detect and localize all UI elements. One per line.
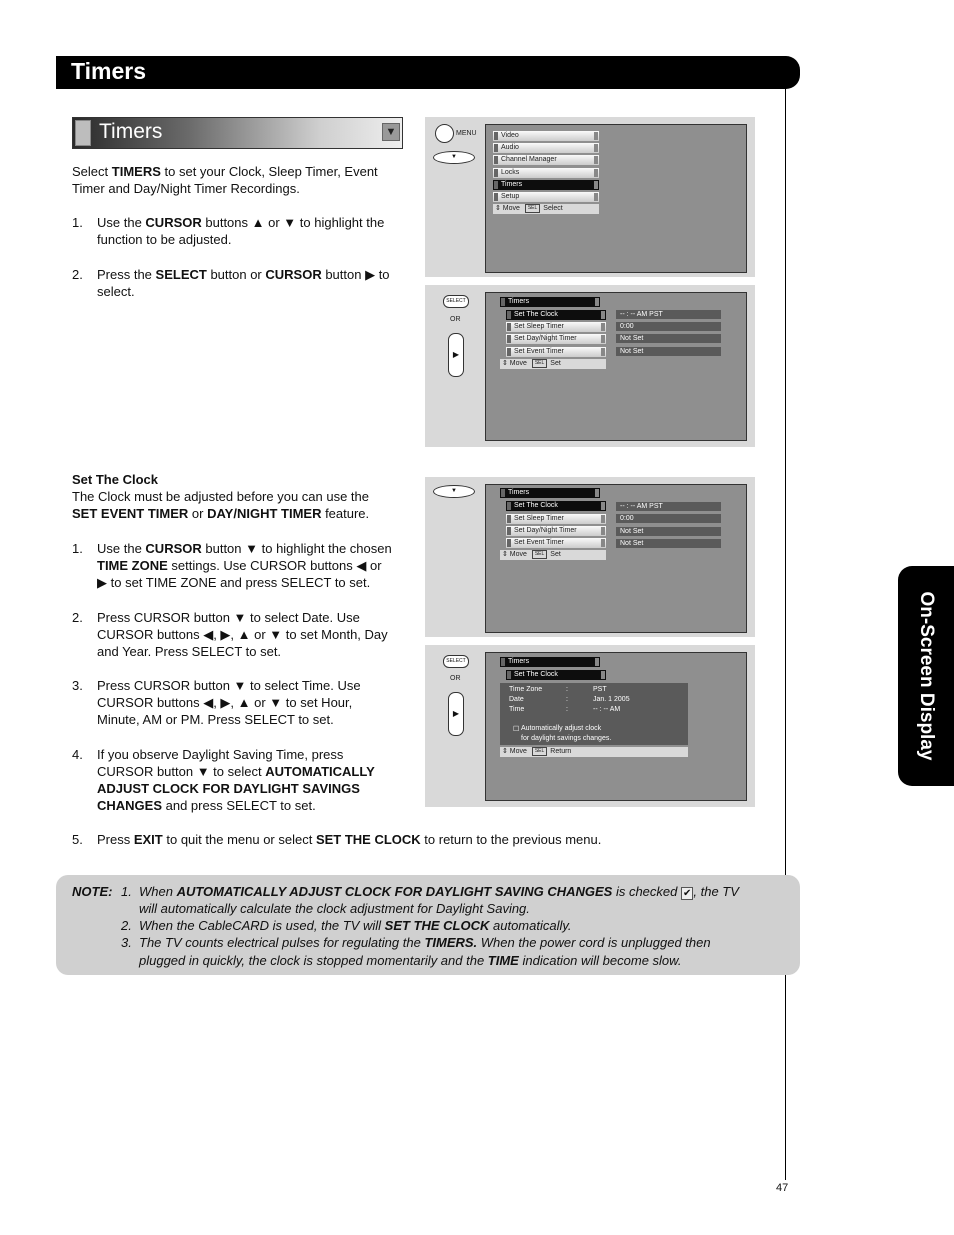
timers-item-sleep[interactable]: Set Sleep Timer [506,514,606,524]
clock-dialog-subtitle: Set The Clock [506,670,606,680]
cursor-down-button-icon[interactable]: ▼ [433,151,475,164]
page-title: Timers [71,58,147,84]
menu-item-timers[interactable]: Timers [493,180,599,190]
cursor-right-button-icon[interactable]: ▶ [448,692,464,736]
timers-title: Timers [500,488,600,498]
page-header-bar [56,56,800,89]
step-number: 2. [72,610,83,625]
timers-value-event: Not Set [616,347,721,356]
move-arrows-icon: ⇕ [500,360,510,367]
menu-button-icon[interactable] [435,124,454,143]
move-arrows-icon: ⇕ [493,205,501,212]
page-number: 47 [776,1182,789,1194]
date-value[interactable]: Jan. 1 2005 [593,696,630,703]
clock-step-5: Press EXIT to quit the menu or select SET THE CLOCK to return to the previous menu. [97,832,602,847]
osd-panel-main-menu [425,117,755,277]
time-zone-value[interactable]: PST [593,686,607,693]
tv-screen [485,484,747,633]
heading-square-icon [75,120,91,146]
timers-value-clock: -- : -- AM PST [616,310,721,319]
note-3-line-2: plugged in quickly, the clock is stopped momentarily and the TIME indication will become slow. [139,953,682,968]
menu-item-channel-manager[interactable]: Channel Manager [493,155,599,165]
move-arrows-icon: ⇕ [500,551,510,558]
osd-panel-timers-cursor [425,477,755,637]
timers-item-event[interactable]: Set Event Timer [506,538,606,548]
tv-screen [485,124,747,273]
clock-step-4: If you observe Daylight Saving Time, press CURSOR button ▼ to select AUTOMATICALLY ADJUST CLOCK FOR DAYLIGHT SAVINGS CHANGES and press SELECT to set. [97,747,375,813]
timers-nav-bar: ⇕ Move SEL Set [500,359,606,369]
triangle-down-icon: ▼ [382,123,400,141]
tv-screen [485,292,747,441]
step-number: 1. [72,541,83,556]
side-tab [898,566,954,786]
clock-nav-bar: ⇕ Move SEL Return [500,747,688,757]
side-tab-label: On-Screen Display [916,591,937,761]
select-button-icon[interactable]: SELECT [443,295,469,308]
timers-item-day-night[interactable]: Set Day/Night Timer [506,334,606,344]
sel-icon: SEL [532,747,547,756]
menu-item-setup[interactable]: Setup [493,192,599,202]
sel-icon: SEL [532,359,547,368]
note-1-line-2: will automatically calculate the clock adjustment for Daylight Saving. [139,901,530,916]
timers-value-sleep: 0:00 [616,322,721,331]
cursor-down-button-icon[interactable]: ▼ [433,485,475,498]
section-title: Timers [99,120,163,143]
timers-item-sleep[interactable]: Set Sleep Timer [506,322,606,332]
step-number: 2. [72,267,83,282]
note-1: When AUTOMATICALLY ADJUST CLOCK FOR DAYLIGHT SAVING CHANGES is checked ✔ , the TV [139,884,739,899]
menu-item-video[interactable]: Video [493,131,599,141]
timers-value-day-night: Not Set [616,334,721,343]
step-2-text: Press the SELECT button or CURSOR button ▶ to select. [97,267,390,299]
timers-item-day-night[interactable]: Set Day/Night Timer [506,526,606,536]
vertical-divider [785,89,786,1180]
move-arrows-icon: ⇕ [500,748,510,755]
timers-item-set-clock[interactable]: Set The Clock [506,501,606,511]
date-label: Date [509,696,524,703]
set-clock-intro: Set The Clock The Clock must be adjusted before you can use the SET EVENT TIMER or DAY/NIGHT TIMER feature. [72,471,412,522]
step-1-text: Use the CURSOR buttons ▲ or ▼ to highlight the function to be adjusted. [97,215,385,247]
note-3: The TV counts electrical pulses for regulating the TIMERS. When the power cord is unplugged then [139,935,711,950]
time-label: Time [509,706,525,713]
note-label: NOTE: [72,884,113,899]
menu-item-audio[interactable]: Audio [493,143,599,153]
timers-value-sleep: 0:00 [616,514,721,523]
or-label: OR [450,316,461,323]
clock-step-1: Use the CURSOR button ▼ to highlight the chosen TIME ZONE settings. Use CURSOR buttons ◀ or ▶ to set TIME ZONE and press SELECT to set. [97,541,392,590]
timers-nav-bar: ⇕ Move SEL Set [500,550,606,560]
checkbox-icon[interactable]: ☐ [513,726,520,733]
time-zone-label: Time Zone [509,686,543,693]
timers-value-clock: -- : -- AM PST [616,502,721,511]
clock-step-3: Press CURSOR button ▼ to select Time. Use CURSOR buttons ◀, ▶, ▲ or ▼ to set Hour, Minute, AM or PM. Press SELECT to set. [97,678,361,727]
note-2: When the CableCARD is used, the TV will SET THE CLOCK automatically. [139,918,572,933]
timers-title: Timers [500,297,600,307]
auto-adjust-label: Automatically adjust clock [521,725,602,732]
osd-panel-timers-menu [425,285,755,447]
step-number: 3. [72,678,83,693]
time-value[interactable]: -- : -- AM [593,706,621,713]
intro-text: Select TIMERS to set your Clock, Sleep Timer, Event Timer and Day/Night Timer Recordings. [72,164,378,196]
clock-settings-dialog: Time Zone : PST Date : Jan. 1 2005 Time : -- : -- AM ☐ Automatically adjust clock for daylight savings changes. [500,683,688,745]
or-label: OR [450,675,461,682]
timers-item-set-clock[interactable]: Set The Clock [506,310,606,320]
timers-value-event: Not Set [616,539,721,548]
timers-item-event[interactable]: Set Event Timer [506,347,606,357]
osd-panel-set-clock [425,645,755,807]
menu-nav-bar: ⇕ Move SEL Select [493,204,599,214]
clock-step-2: Press CURSOR button ▼ to select Date. Use CURSOR buttons ◀, ▶, ▲ or ▼ to set Month, Day and Year. Press SELECT to set. [97,610,388,659]
step-number: 5. [72,832,83,847]
select-button-icon[interactable]: SELECT [443,655,469,668]
tv-screen [485,652,747,801]
cursor-right-button-icon[interactable]: ▶ [448,333,464,377]
auto-adjust-label-2: for daylight savings changes. [521,735,612,742]
clock-dialog-title: Timers [500,657,600,667]
sel-icon: SEL [532,550,547,559]
sel-icon: SEL [525,204,540,213]
checkmark-icon: ✔ [682,888,692,899]
menu-item-locks[interactable]: Locks [493,168,599,178]
timers-value-day-night: Not Set [616,527,721,536]
set-clock-heading: Set The Clock [72,472,158,487]
section-heading [72,117,403,149]
step-number: 1. [72,215,83,230]
step-number: 4. [72,747,83,762]
menu-button-label: MENU [456,130,477,137]
